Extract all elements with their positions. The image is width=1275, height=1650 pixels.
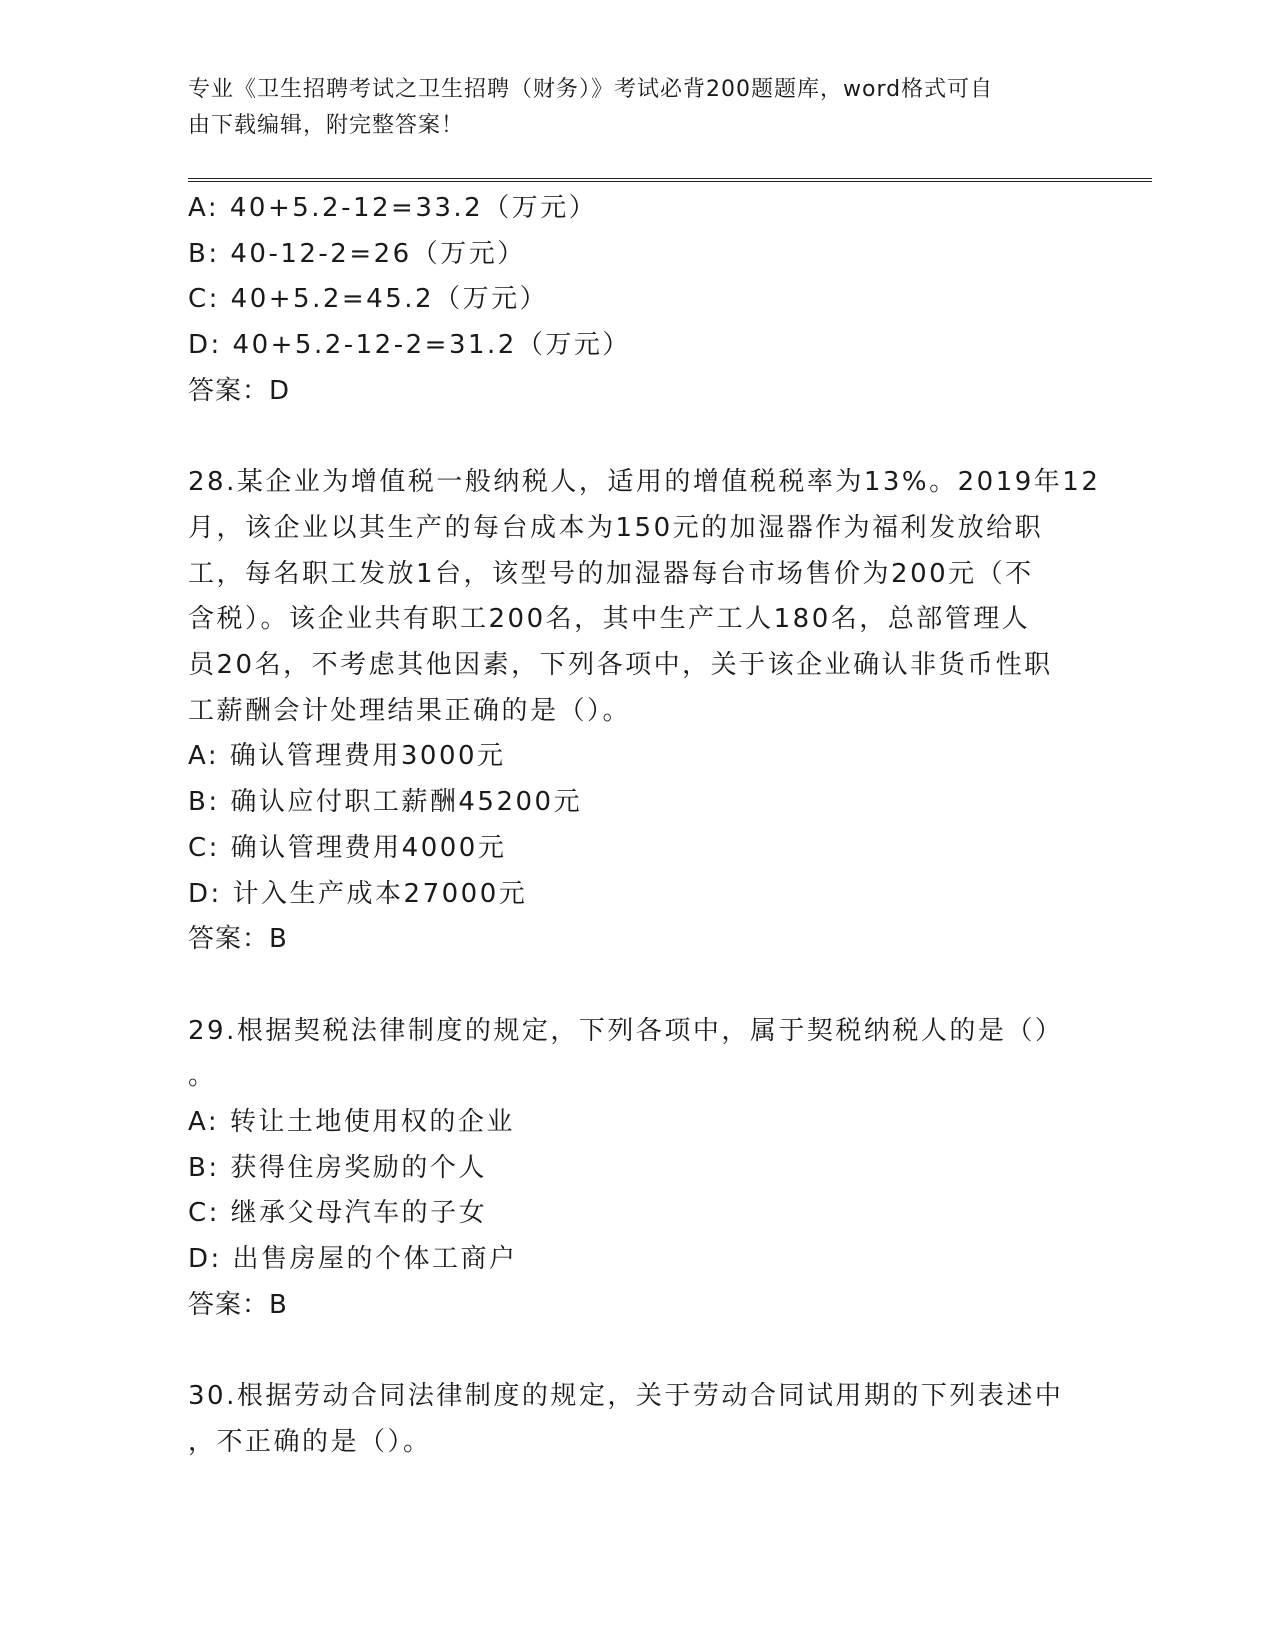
option-b: B: 获得住房奖励的个人	[188, 1152, 487, 1183]
question-text-line: ，不正确的是（）。	[188, 1426, 432, 1457]
option-a: A: 转让土地使用权的企业	[188, 1107, 515, 1138]
question-list	[188, 186, 1101, 1466]
option-a: A: 40+5.2-12=33.2（万元）	[188, 193, 598, 223]
question-text-line: 含税）。该企业共有职工200名，其中生产工人180名，总部管理人	[188, 604, 1031, 635]
question-text-line: 28.某企业为增值税一般纳税人，适用的增值税税率为13%。2019年12	[188, 467, 1101, 498]
option-c: C: 继承父母汽车的子女	[188, 1198, 488, 1229]
question-27	[188, 186, 1088, 415]
document-header	[188, 72, 1088, 144]
answer-label: 答案：B	[188, 1289, 288, 1320]
header-divider	[188, 178, 1152, 182]
header-line-2: 由下载编辑，附完整答案！	[188, 113, 465, 138]
question-text-line: 30.根据劳动合同法律制度的规定，关于劳动合同试用期的下列表述中	[188, 1381, 1064, 1412]
question-28	[188, 460, 1101, 963]
question-29	[188, 1009, 1088, 1329]
answer-label: 答案：D	[188, 375, 291, 406]
option-b: B: 40-12-2=26（万元）	[188, 238, 526, 269]
question-text-line: 月，该企业以其生产的每台成本为150元的加湿器作为福利发放给职	[188, 512, 1044, 543]
option-d: D: 计入生产成本27000元	[188, 878, 528, 909]
question-text-line: 工薪酬会计处理结果正确的是（）。	[188, 695, 632, 726]
option-a: A: 确认管理费用3000元	[188, 741, 506, 772]
question-text-line: 。	[188, 1061, 217, 1092]
question-text-line: 29.根据契税法律制度的规定，下列各项中，属于契税纳税人的是（）	[188, 1015, 1064, 1046]
question-text-line: 工，每名职工发放1台，该型号的加湿器每台市场售价为200元（不	[188, 558, 1034, 589]
option-b: B: 确认应付职工薪酬45200元	[188, 787, 583, 818]
option-d: D: 40+5.2-12-2=31.2（万元）	[188, 330, 631, 361]
question-30	[188, 1374, 1088, 1465]
answer-label: 答案：B	[188, 924, 288, 955]
header-line-1: 专业《卫生招聘考试之卫生招聘（财务）》考试必背200题题库，word格式可自	[188, 77, 994, 102]
question-text-line: 员20名，不考虑其他因素，下列各项中，关于该企业确认非货币性职	[188, 650, 1053, 681]
option-d: D: 出售房屋的个体工商户	[188, 1244, 518, 1275]
option-c: C: 确认管理费用4000元	[188, 832, 507, 863]
option-c: C: 40+5.2=45.2（万元）	[188, 284, 549, 315]
